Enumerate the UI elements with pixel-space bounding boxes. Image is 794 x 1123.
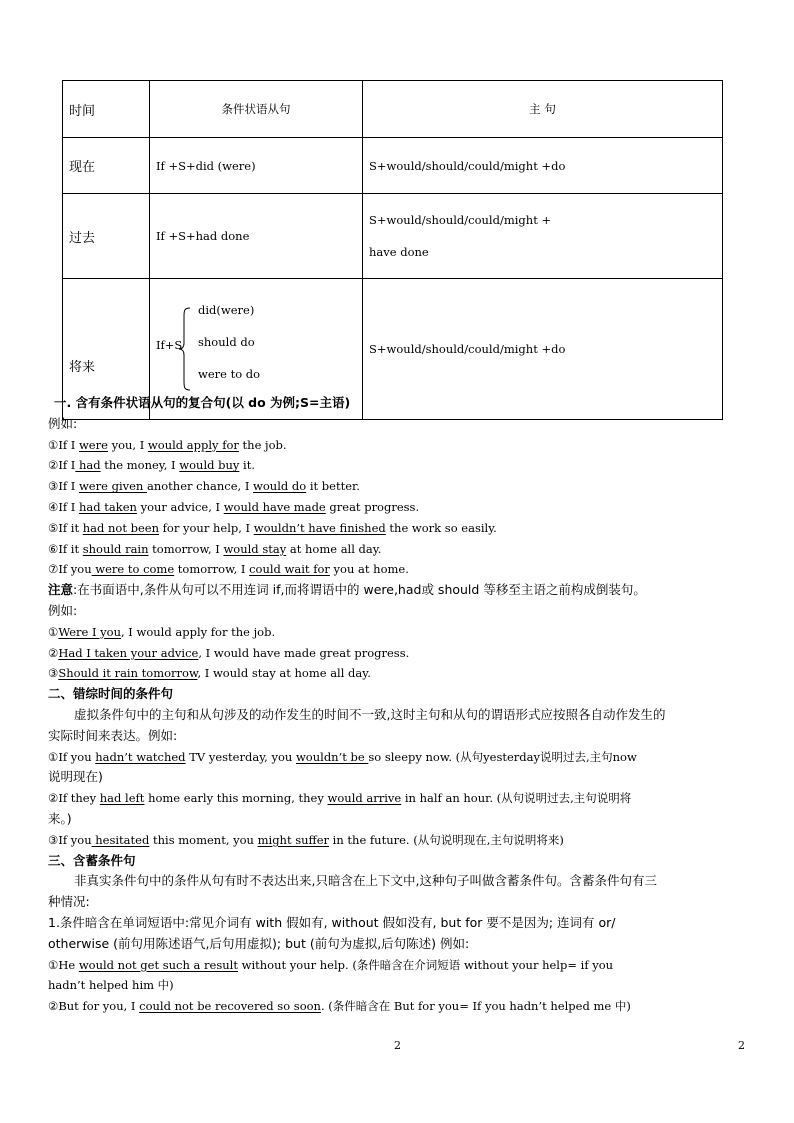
cell-time-future: 将来 <box>63 279 150 420</box>
table-header-row <box>63 81 723 138</box>
implied-condition-example: ①He would not get such a result without your help. (条件暗含在介词短语 without your help= if you <box>48 957 614 972</box>
example-sentence: ①If I were you, I would apply for the job. <box>48 437 287 452</box>
cell-main-past-line2: have done <box>369 245 429 259</box>
table-row-past <box>63 194 723 279</box>
example-sentence: ⑥If it should rain tomorrow, I would stay at home all day. <box>48 541 382 556</box>
example-sentence: ③If I were given another chance, I would do it better. <box>48 479 360 494</box>
cell-time-past: 过去 <box>63 194 150 279</box>
cell-main-future: S+would/should/could/might +do <box>363 279 723 420</box>
section3-heading: 三、含蓄条件句 <box>48 852 136 868</box>
header-main-clause: 主 句 <box>363 81 723 138</box>
note-label: 注意 <box>48 582 74 598</box>
conditional-tense-table <box>62 80 723 420</box>
future-clause-prefix: If+S <box>156 338 183 352</box>
cell-clause-present: If +S+did (were) <box>150 138 363 194</box>
future-option-1: did(were) <box>198 303 255 317</box>
example-sentence: ②If I had the money, I would buy it. <box>48 458 256 473</box>
cell-time-present: 现在 <box>63 138 150 194</box>
left-brace-icon <box>178 307 192 391</box>
section2-paragraph-line1: 虚拟条件句中的主句和从句涉及的动作发生的时间不一致,这时主句和从句的谓语形式应按照各自动作发生的 <box>74 706 666 722</box>
example-sentence: ④If I had taken your advice, I would have made great progress. <box>48 499 420 514</box>
cell-main-present: S+would/should/could/might +do <box>363 138 723 194</box>
inversion-sentence: ②Had I taken your advice, I would have made great progress. <box>48 645 410 660</box>
implied-condition-example-cont: hadn’t helped him 中) <box>48 978 174 993</box>
section3-point1-line1: 1.条件暗含在单词短语中:常见介词有 with 假如有, without 假如没有, but for 要不是因为; 连词有 or/ <box>48 914 616 930</box>
document-body <box>48 393 762 1017</box>
cell-main-past-line1: S+would/should/could/might + <box>369 213 552 227</box>
header-conditional-clause: 条件状语从句 <box>150 81 363 138</box>
example-sentence: ⑦If you were to come tomorrow, I could wait for you at home. <box>48 562 409 577</box>
page-number-right: 2 <box>738 1039 745 1052</box>
example-sentence: ⑤If it had not been for your help, I wouldn’t have finished the work so easily. <box>48 520 497 535</box>
section3-paragraph-line2: 种情况: <box>48 894 90 910</box>
mixed-time-example: ①If you hadn’t watched TV yesterday, you wouldn’t be so sleepy now. (从句yesterday说明过去,主句now <box>48 749 637 764</box>
mixed-time-example: ③If you hesitated this moment, you might suffer in the future. (从句说明现在,主句说明将来) <box>48 832 564 847</box>
header-time: 时间 <box>63 81 150 138</box>
section1-example-label: 例如: <box>48 415 78 431</box>
mixed-time-example-cont: 来。) <box>48 810 72 826</box>
mixed-time-example-cont: 说明现在) <box>48 769 103 785</box>
cell-main-past <box>363 194 723 279</box>
note-example-label: 例如: <box>48 602 78 618</box>
note-line <box>48 580 762 601</box>
section2-paragraph-line2: 实际时间来表达。例如: <box>48 727 178 743</box>
section3-paragraph-line1: 非真实条件句中的条件从句有时不表达出来,只暗含在上下文中,这种句子叫做含蓄条件句。含蓄条件句有三 <box>74 873 657 889</box>
mixed-time-example: ②If they had left home early this morning, they would arrive in half an hour. (从句说明过去,主句说明将 <box>48 791 632 806</box>
inversion-sentence: ①Were I you, I would apply for the job. <box>48 624 276 639</box>
future-option-2: should do <box>198 335 255 349</box>
section1-heading: 一. 含有条件状语从句的复合句(以 do 为例;S=主语) <box>54 395 351 410</box>
section3-point1-line2: otherwise (前句用陈述语气,后句用虚拟); but (前句为虚拟,后句陈述) 例如: <box>48 935 470 951</box>
note-text: :在书面语中,条件从句可以不用连词 if,而将谓语中的 were,had或 should 等移至主语之前构成倒装句。 <box>73 582 646 598</box>
section2-heading: 二、错综时间的条件句 <box>48 686 174 702</box>
page-number-center: 2 <box>394 1039 401 1052</box>
inversion-sentence: ③Should it rain tomorrow, I would stay at home all day. <box>48 666 371 681</box>
implied-condition-example: ②But for you, I could not be recovered so soon. (条件暗含在 But for you= If you hadn’t helped me 中) <box>48 999 631 1014</box>
cell-clause-past: If +S+had done <box>150 194 363 279</box>
table-row-present <box>63 138 723 194</box>
future-option-3: were to do <box>198 367 261 381</box>
